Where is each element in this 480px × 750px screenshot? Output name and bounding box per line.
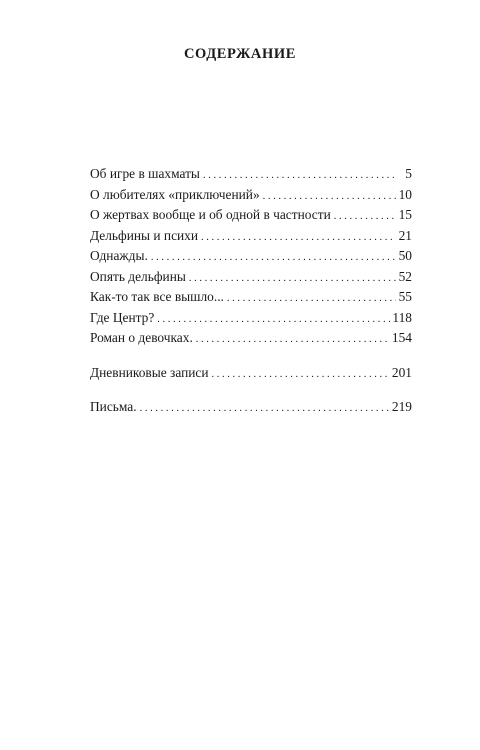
- toc-entry-page: 52: [398, 268, 412, 284]
- toc-entry[interactable]: [90, 187, 412, 208]
- toc-group-stories: [90, 166, 412, 351]
- toc-entry-title: Однажды.: [90, 248, 148, 263]
- toc-entry-title: О любителях «приключений»: [90, 186, 260, 202]
- toc-entry-title: Письма.: [90, 399, 137, 414]
- toc-entry[interactable]: [90, 399, 412, 420]
- toc-group-letters: [90, 399, 412, 420]
- toc-entry[interactable]: [90, 310, 412, 331]
- toc-entry-page: 154: [391, 330, 412, 345]
- toc-entry-title: Опять дельфины: [90, 268, 186, 284]
- toc-entry-title: Дневниковые записи: [90, 364, 209, 380]
- dot-leader: [189, 273, 396, 284]
- toc-entry[interactable]: [90, 365, 412, 386]
- toc-entry-title: Об игре в шахматы: [90, 166, 200, 181]
- toc-entry[interactable]: [90, 289, 412, 310]
- dot-leader: [151, 252, 396, 263]
- toc-entry-page: 10: [398, 186, 412, 202]
- toc-entry-page: 219: [391, 399, 412, 414]
- toc-entry-page: 201: [391, 364, 412, 380]
- dot-leader: [196, 334, 390, 345]
- toc-entry-page: 55: [398, 289, 412, 304]
- toc-entry-page: 15: [398, 207, 412, 222]
- toc-entry-page: 50: [398, 248, 412, 263]
- toc-entry-title: Как-то так все вышло...: [90, 289, 224, 304]
- dot-leader: [212, 369, 390, 380]
- toc-entry-page: 118: [392, 309, 412, 325]
- toc-entry-page: 21: [398, 227, 412, 243]
- toc-entry-page: 5: [405, 166, 412, 181]
- toc-entry[interactable]: [90, 269, 412, 290]
- dot-leader: [140, 403, 390, 414]
- toc-entry[interactable]: [90, 330, 412, 351]
- toc-entry-title: Где Центр?: [90, 309, 155, 325]
- toc-entry-title: Дельфины и психи: [90, 227, 199, 243]
- toc-entry-title: О жертвах вообще и об одной в частности: [90, 207, 331, 222]
- dot-leader: [157, 314, 390, 325]
- table-of-contents: [90, 166, 412, 420]
- dot-leader: [334, 211, 396, 222]
- dot-leader: [227, 293, 396, 304]
- toc-group-diaries: [90, 365, 412, 386]
- toc-entry[interactable]: [90, 166, 412, 187]
- page-title: СОДЕРЖАНИЕ: [183, 46, 297, 62]
- dot-leader: [203, 170, 396, 181]
- toc-entry[interactable]: [90, 207, 412, 228]
- toc-entry[interactable]: [90, 248, 412, 269]
- dot-leader: [201, 232, 396, 243]
- dot-leader: [263, 191, 396, 202]
- toc-entry[interactable]: [90, 228, 412, 249]
- toc-entry-title: Роман о девочках.: [90, 330, 193, 345]
